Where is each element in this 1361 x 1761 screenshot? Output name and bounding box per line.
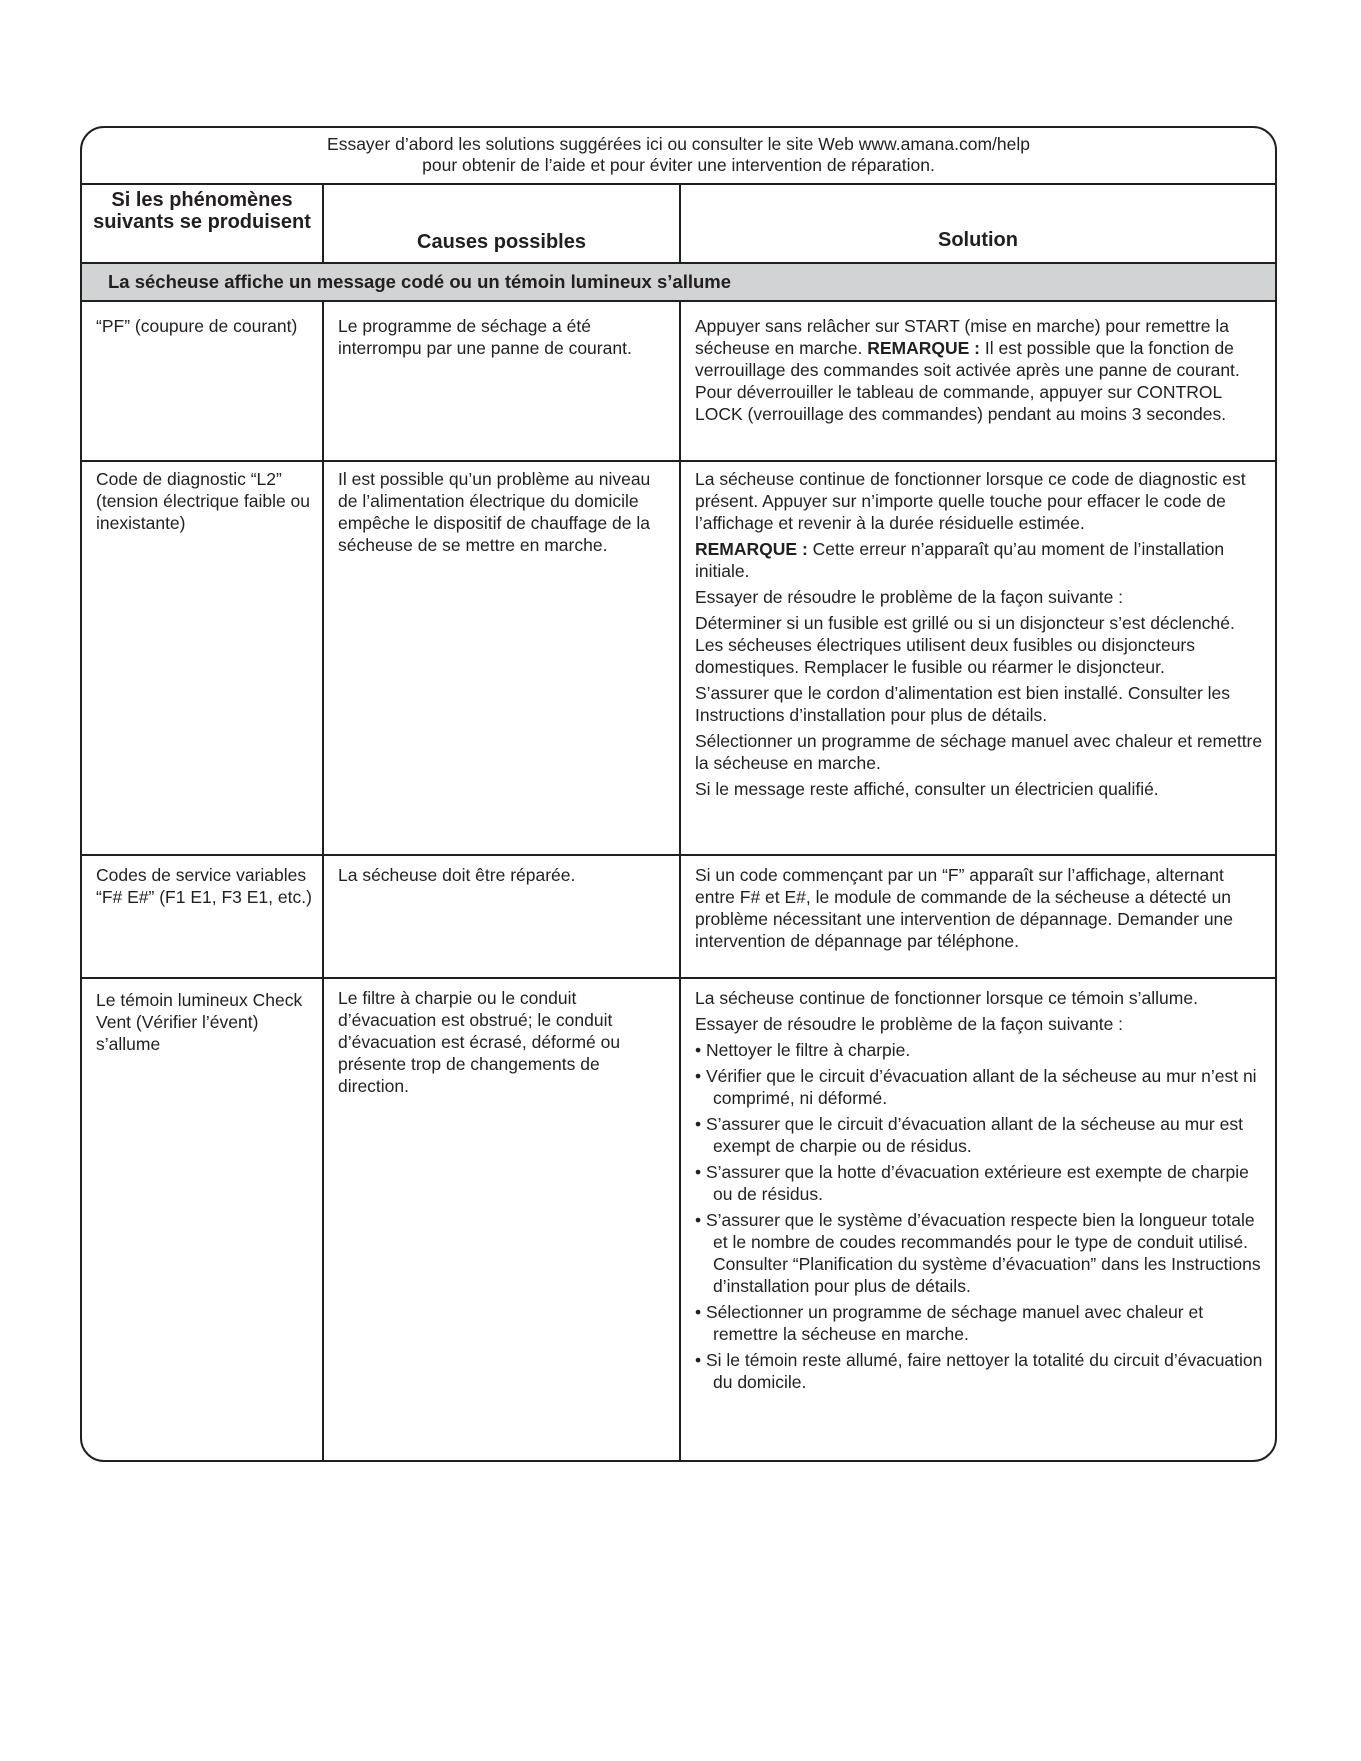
note-text: Cette erreur n’apparaît qu’au moment de l’installation initiale. <box>695 539 1225 581</box>
cause-cell: Il est possible qu’un problème au niveau de l’alimentation électrique du domicile empêche le dispositif de chauffage de la sécheuse de se mettre en marche. <box>324 462 681 854</box>
note-label: REMARQUE : <box>867 338 980 358</box>
cause-cell: Le filtre à charpie ou le conduit d’évacuation est obstrué; le conduit d’évacuation est écrasé, déformé ou présente trop de changements de direction. <box>324 979 681 1462</box>
bullet-item: • S’assurer que le circuit d’évacuation allant de la sécheuse au mur est exempt de charpie ou de résidus. <box>695 1114 1243 1156</box>
table-row <box>82 462 1275 856</box>
bullet-item: • S’assurer que le système d’évacuation respecte bien la longueur totale et le nombre de coudes recommandés pour le type de conduit utilisé. Consulter “Planification du système d’évacuation” dans les Instructions d’installation pour plus de détails. <box>695 1210 1261 1296</box>
note-label: REMARQUE : <box>695 539 808 559</box>
solution-paragraph: Déterminer si un fusible est grillé ou si un disjoncteur s’est déclenché. Les sécheuses électriques utilisent deux fusibles ou disjoncteurs domestiques. Remplacer le fusible ou réarmer le disjoncteur. <box>695 613 1235 677</box>
problem-cell: “PF” (coupure de courant) <box>82 302 324 460</box>
solution-paragraph: Sélectionner un programme de séchage manuel avec chaleur et remettre la sécheuse en marche. <box>695 731 1263 773</box>
intro-line-2: pour obtenir de l’aide et pour éviter une intervention de réparation. <box>422 155 935 175</box>
solution-paragraph: S’assurer que le cordon d’alimentation est bien installé. Consulter les Instructions d’installation pour plus de détails. <box>695 683 1231 725</box>
bullet-item: • Si le témoin reste allumé, faire nettoyer la totalité du circuit d’évacuation du domicile. <box>695 1350 1263 1392</box>
bullet-item: • Sélectionner un programme de séchage manuel avec chaleur et remettre la sécheuse en marche. <box>695 1302 1204 1344</box>
solution-paragraph: La sécheuse continue de fonctionner lorsque ce code de diagnostic est présent. Appuyer sur n’importe quelle touche pour effacer le code de l’affichage et revenir à la durée résiduelle estimée. <box>695 469 1246 533</box>
problem-cell: Codes de service variables “F# E#” (F1 E1, F3 E1, etc.) <box>82 856 324 977</box>
solution-text: Appuyer sans relâcher sur START (mise en marche) pour remettre la sécheuse en marche. <box>695 316 1229 358</box>
troubleshooting-table <box>80 126 1277 1462</box>
problem-cell: Code de diagnostic “L2” (tension électrique faible ou inexistante) <box>82 462 324 854</box>
table-header-row <box>82 185 1275 264</box>
solution-paragraph: La sécheuse continue de fonctionner lorsque ce témoin s’allume. <box>695 988 1198 1008</box>
bullet-item: • S’assurer que la hotte d’évacuation extérieure est exempte de charpie ou de résidus. <box>695 1162 1249 1204</box>
header-solution: Solution <box>938 229 1018 251</box>
solution-paragraph: Essayer de résoudre le problème de la façon suivante : <box>695 587 1124 607</box>
table-row <box>82 979 1275 1462</box>
cause-cell: La sécheuse doit être réparée. <box>324 856 681 977</box>
solution-cell <box>681 979 1275 1462</box>
solution-cell <box>681 462 1275 854</box>
solution-paragraph: Essayer de résoudre le problème de la façon suivante : <box>695 1014 1124 1034</box>
solution-text: Il est possible que la fonction de verrouillage des commandes soit activée après une panne de courant. Pour déverrouiller le tableau de commande, appuyer sur CONTROL LOCK (verrouillage des commandes) pendant au moins 3 secondes. <box>695 338 1240 424</box>
solution-cell <box>681 302 1275 460</box>
cause-cell: Le programme de séchage a été interrompu par une panne de courant. <box>324 302 681 460</box>
table-row <box>82 302 1275 462</box>
intro-banner <box>82 128 1275 185</box>
problem-cell: Le témoin lumineux Check Vent (Vérifier l’évent) s’allume <box>82 979 324 1462</box>
bullet-item: • Vérifier que le circuit d’évacuation allant de la sécheuse au mur n’est ni comprimé, ni déformé. <box>695 1066 1257 1108</box>
table-row <box>82 856 1275 979</box>
header-causes: Causes possibles <box>324 185 681 262</box>
note-paragraph <box>695 538 1265 582</box>
bullet-item: • Nettoyer le filtre à charpie. <box>695 1040 911 1060</box>
solution-cell: Si un code commençant par un “F” apparaît sur l’affichage, alternant entre F# et E#, le module de commande de la sécheuse a détecté un problème nécessitant une intervention de dépannage. Demander une intervention de dépannage par téléphone. <box>695 865 1234 951</box>
solution-paragraph: Si le message reste affiché, consulter un électricien qualifié. <box>695 779 1159 799</box>
header-problems: Si les phénomènes suivants se produisent <box>82 185 324 262</box>
intro-line-1: Essayer d’abord les solutions suggérées ici ou consulter le site Web www.amana.com/help <box>327 134 1030 154</box>
section-title: La sécheuse affiche un message codé ou un témoin lumineux s’allume <box>82 264 1275 302</box>
